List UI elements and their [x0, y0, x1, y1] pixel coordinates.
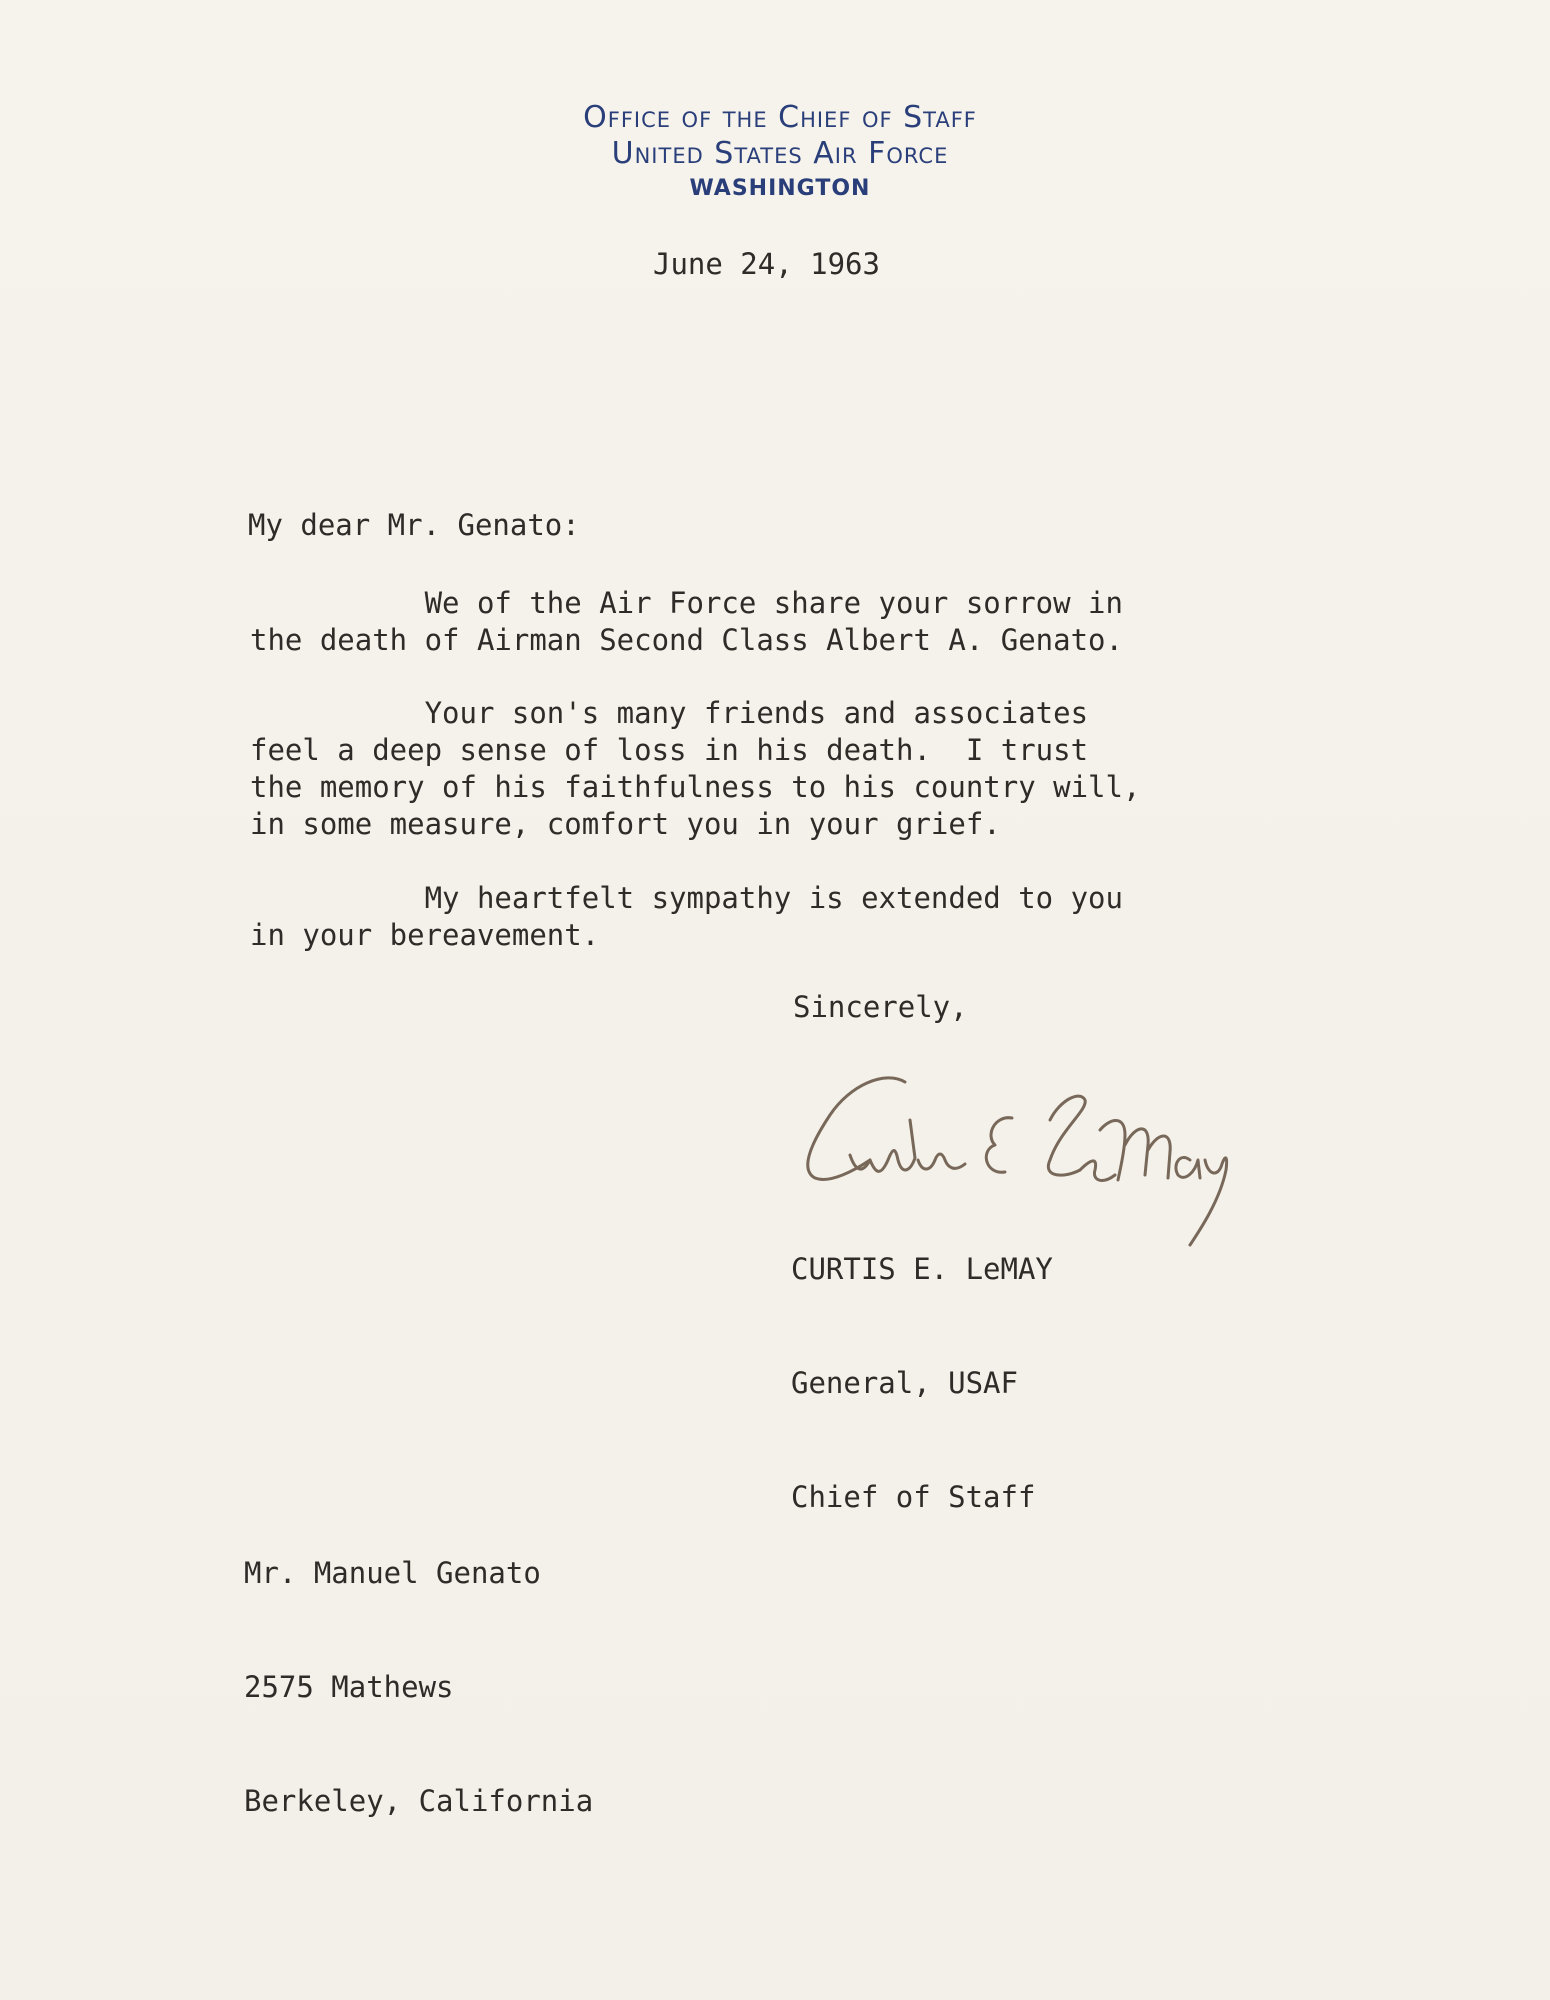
recipient-address — [244, 1478, 593, 1896]
signer-rank: General, USAF — [791, 1366, 1018, 1400]
signer-block — [791, 1174, 1053, 1592]
letterhead-office: Office of the Chief of Staff — [583, 100, 977, 135]
paragraph-2: Your son's many friends and associates feel a deep sense of loss in his death. I trust the memory of his faithfulness to his country will, in some measure, comfort you in your grief. — [250, 696, 1141, 841]
letterhead-city: WASHINGTON — [689, 176, 871, 201]
recipient-city: Berkeley, California — [244, 1784, 594, 1818]
signer-title: Chief of Staff — [791, 1480, 1036, 1514]
closing: Sincerely, — [793, 990, 968, 1024]
recipient-street: 2575 Mathews — [244, 1670, 454, 1704]
recipient-name: Mr. Manuel Genato — [244, 1556, 541, 1590]
paragraph-3: My heartfelt sympathy is extended to you in your bereavement. — [250, 881, 1123, 952]
salutation: My dear Mr. Genato: — [248, 508, 580, 542]
signer-name: CURTIS E. LeMAY — [791, 1252, 1053, 1286]
letterhead — [0, 100, 1550, 206]
letter-date: June 24, 1963 — [653, 247, 880, 281]
letterhead-service: United States Air Force — [611, 136, 949, 171]
paragraph-1: We of the Air Force share your sorrow in the death of Airman Second Class Albert A. Genato. — [250, 586, 1123, 657]
